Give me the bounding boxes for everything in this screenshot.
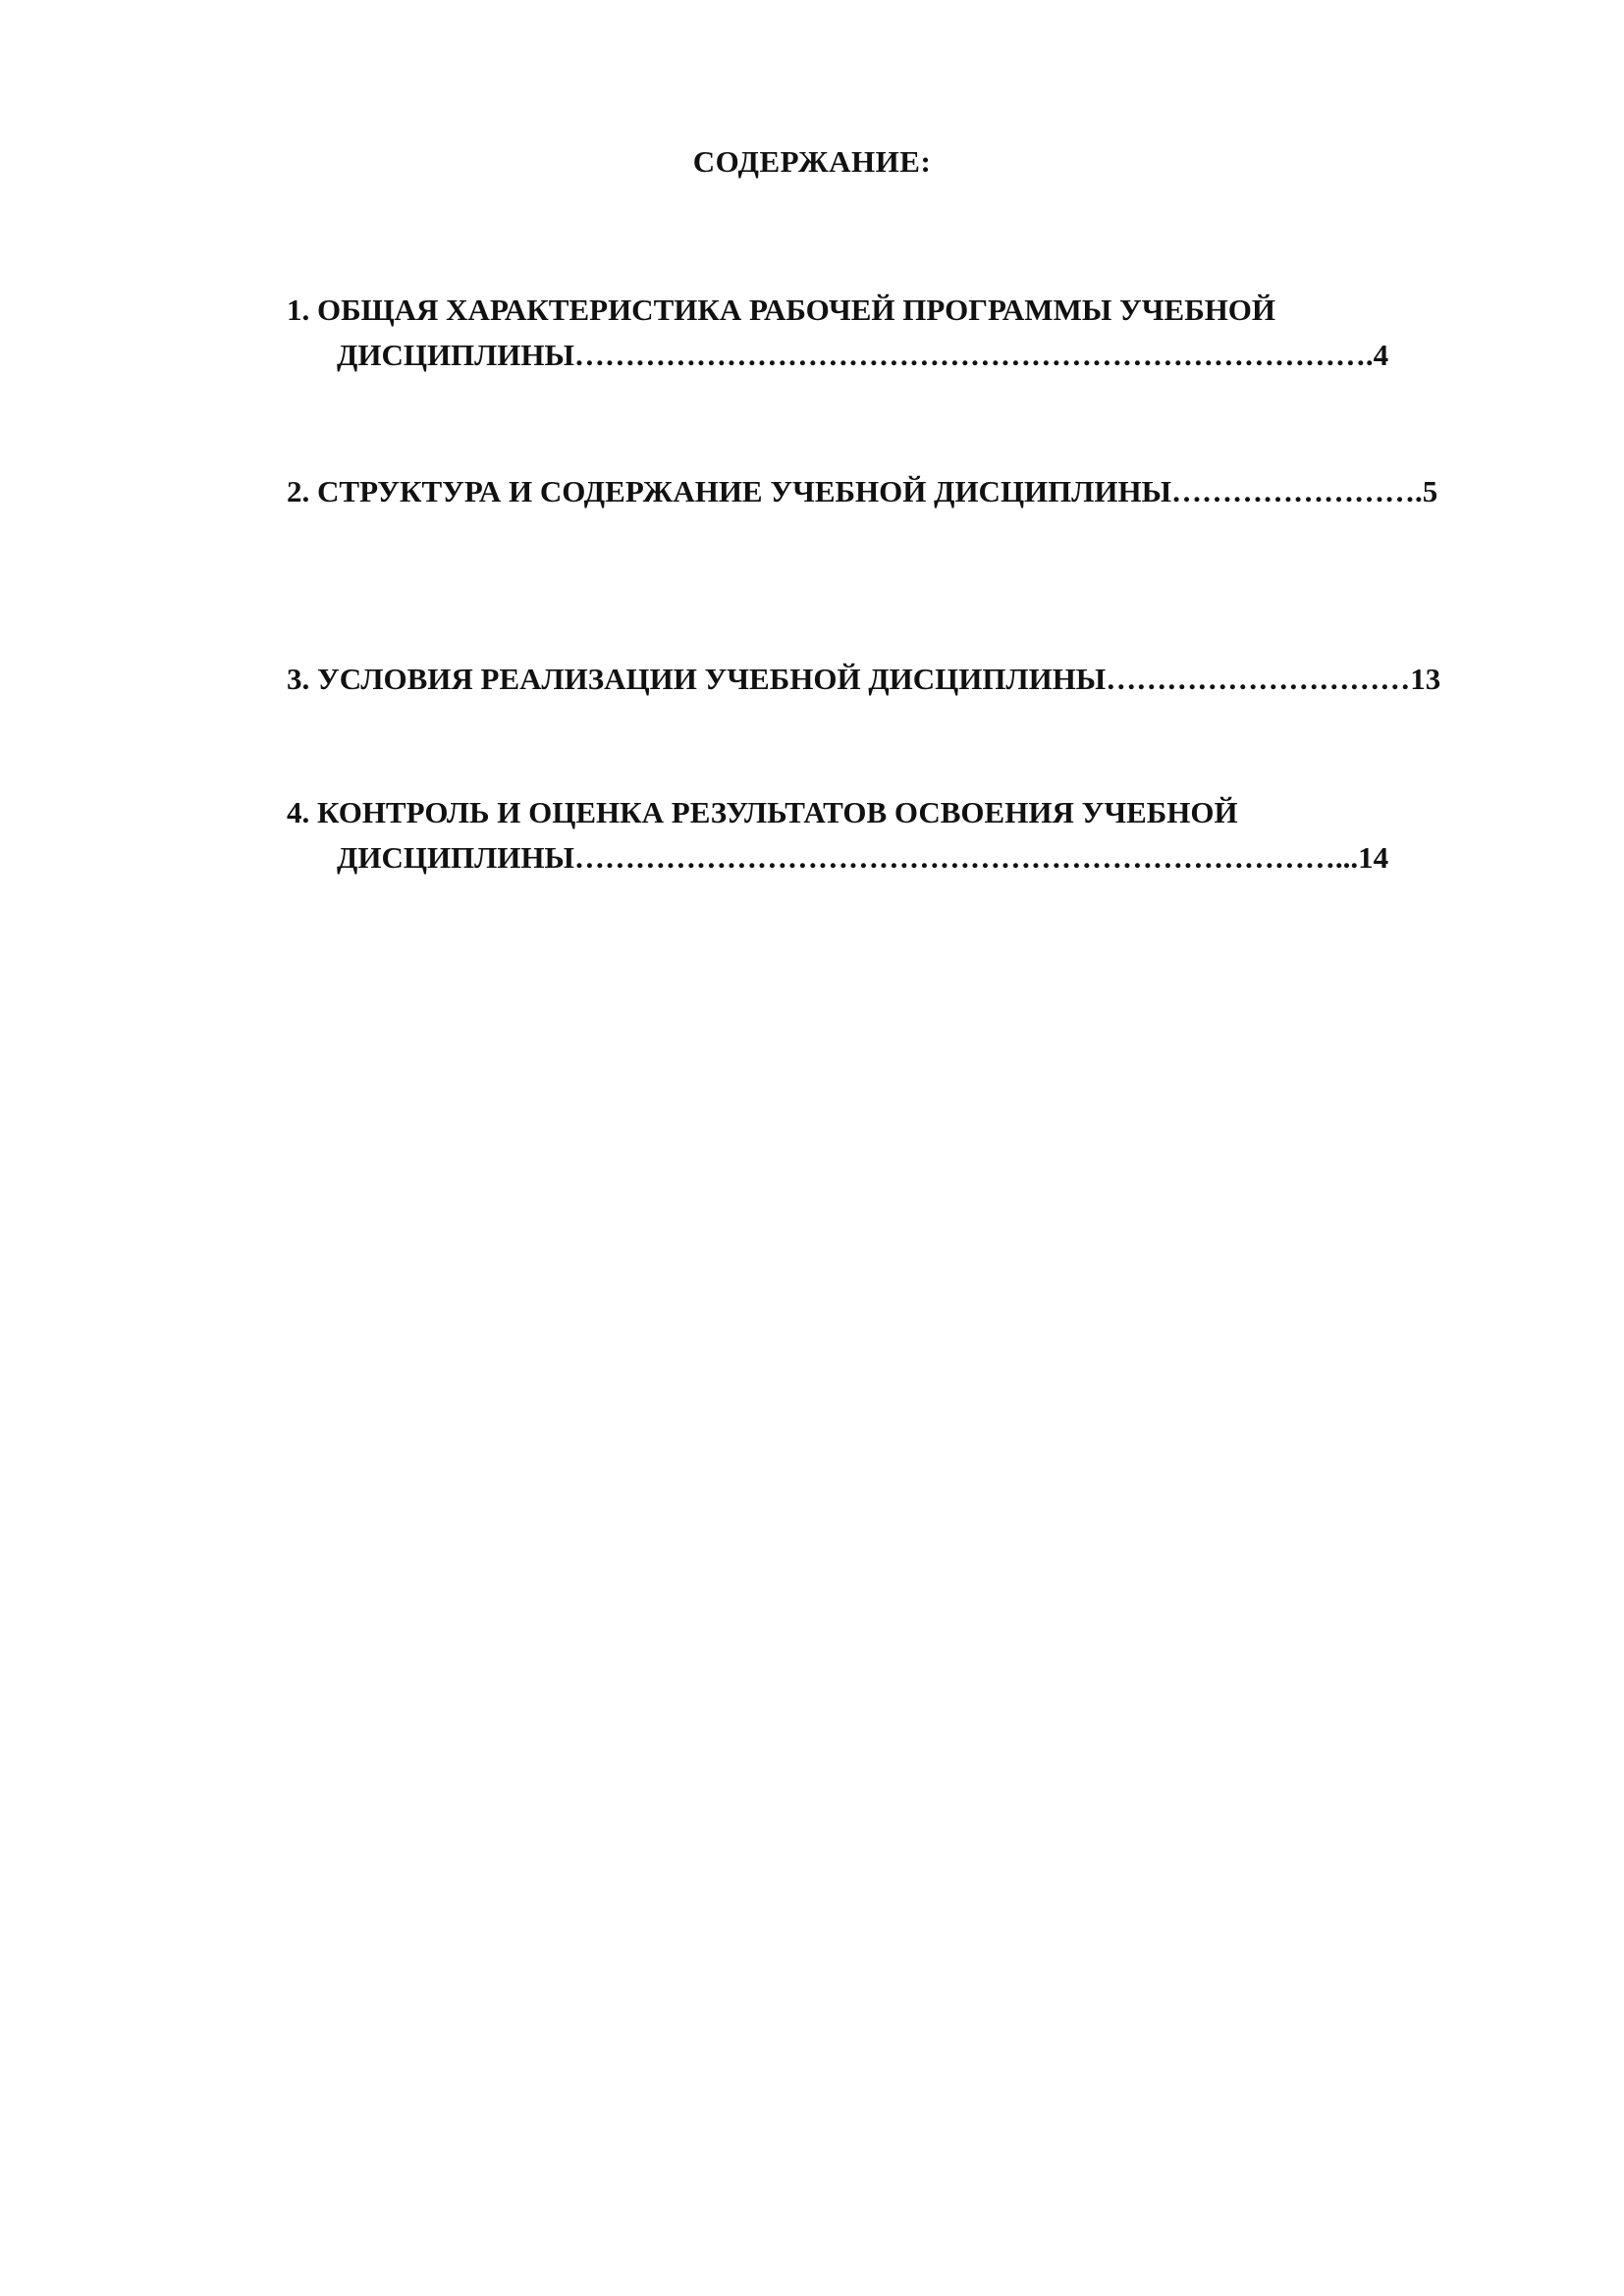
toc-entry-4-line-1: 4. КОНТРОЛЬ И ОЦЕНКА РЕЗУЛЬТАТОВ ОСВОЕНИЯ УЧЕБНОЙ [287, 795, 1238, 829]
toc-entry-3: 3. УСЛОВИЯ РЕАЛИЗАЦИИ УЧЕБНОЙ ДИСЦИПЛИНЫ…………………………13 [287, 662, 1441, 696]
toc-entry-1-line-1: 1. ОБЩАЯ ХАРАКТЕРИСТИКА РАБОЧЕЙ ПРОГРАММЫ УЧЕБНОЙ [287, 293, 1276, 327]
toc-entry-4-line-2: ДИСЦИПЛИНЫ…………………………………………………………………...14 [337, 840, 1389, 875]
page-title: СОДЕРЖАНИЕ: [692, 144, 932, 179]
toc-entry-1-line-2: ДИСЦИПЛИНЫ…………………………………………………………………….4 [337, 338, 1389, 372]
toc-entry-2: 2. СТРУКТУРА И СОДЕРЖАНИЕ УЧЕБНОЙ ДИСЦИПЛИНЫ…………………….5 [287, 474, 1438, 508]
